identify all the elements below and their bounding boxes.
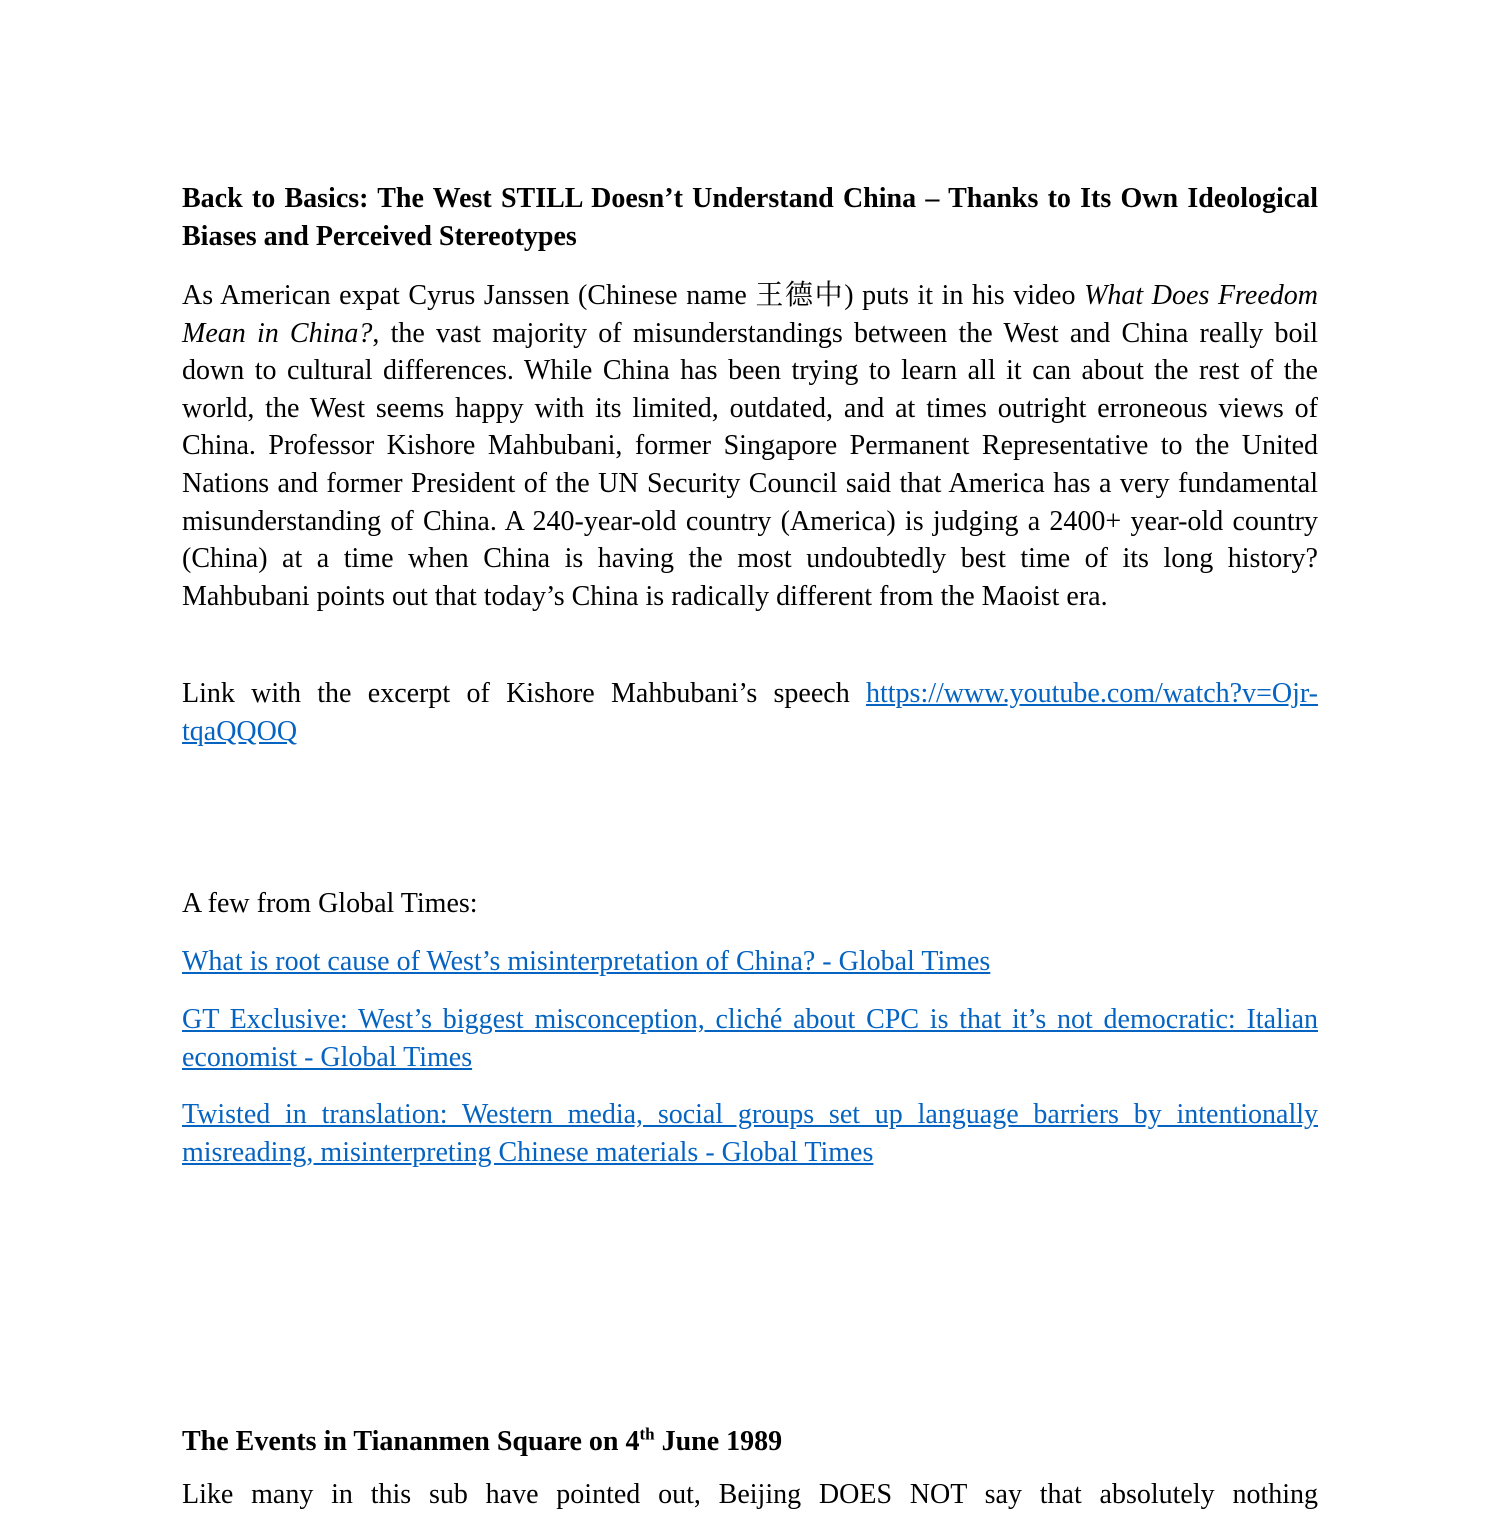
video-title: What Does Freedom Mean in China?	[182, 280, 1318, 349]
section-heading-back-to-basics: Back to Basics: The West STILL Doesn’t Understand China – Thanks to Its Own Ideological Biases and Perceived Stereotypes	[182, 183, 1318, 252]
heading-superscript: th	[639, 1424, 655, 1444]
body-paragraph	[182, 277, 1318, 615]
heading-text: June 1989	[654, 1426, 783, 1457]
heading-text: The Events in Tiananmen Square on 4	[182, 1426, 640, 1457]
global-times-link-3[interactable]: Twisted in translation: Western media, social groups set up language barriers by intentionally misreading, misinterpreting Chinese materials - Global Times	[182, 1099, 1318, 1168]
global-times-link-1[interactable]: What is root cause of West’s misinterpretation of China? - Global Times	[182, 946, 991, 977]
link-paragraph	[182, 675, 1318, 750]
paragraph-text: As American expat Cyrus Janssen (Chinese name 王德中) puts it in his video	[182, 280, 1085, 311]
global-times-intro: A few from Global Times:	[182, 888, 478, 919]
paragraph-text: , the vast majority of misunderstandings between the West and China really boil down to cultural differences. While China has been trying to learn all it can about the rest of the world, the West seems happy with its limited, outdated, and at times outright erroneous views of China. Professor Kishore Mahbubani, former Singapore Permanent Representative to the United Nations and former President of the UN Security Council said that America has a very fundamental misunderstanding of China. A 240-year-old country (America) is judging a 2400+ year-old country (China) at a time when China is having the most undoubtedly best time of its long history? Mahbubani points out that today’s China is radically different from the Maoist era.	[182, 317, 1318, 612]
section-heading-tiananmen	[182, 1423, 1318, 1461]
global-times-link-2[interactable]: GT Exclusive: West’s biggest misconception, cliché about CPC is that it’s not democratic: Italian economist - Global Times	[182, 1004, 1318, 1073]
link-intro: Link with the excerpt of Kishore Mahbubani’s speech	[182, 678, 866, 709]
youtube-link[interactable]: https://www.youtube.com/watch?v=Ojr-tqaQQOQ	[182, 678, 1318, 747]
body-paragraph-cut: Like many in this sub have pointed out, Beijing DOES NOT say that absolutely nothing	[182, 1479, 1318, 1510]
